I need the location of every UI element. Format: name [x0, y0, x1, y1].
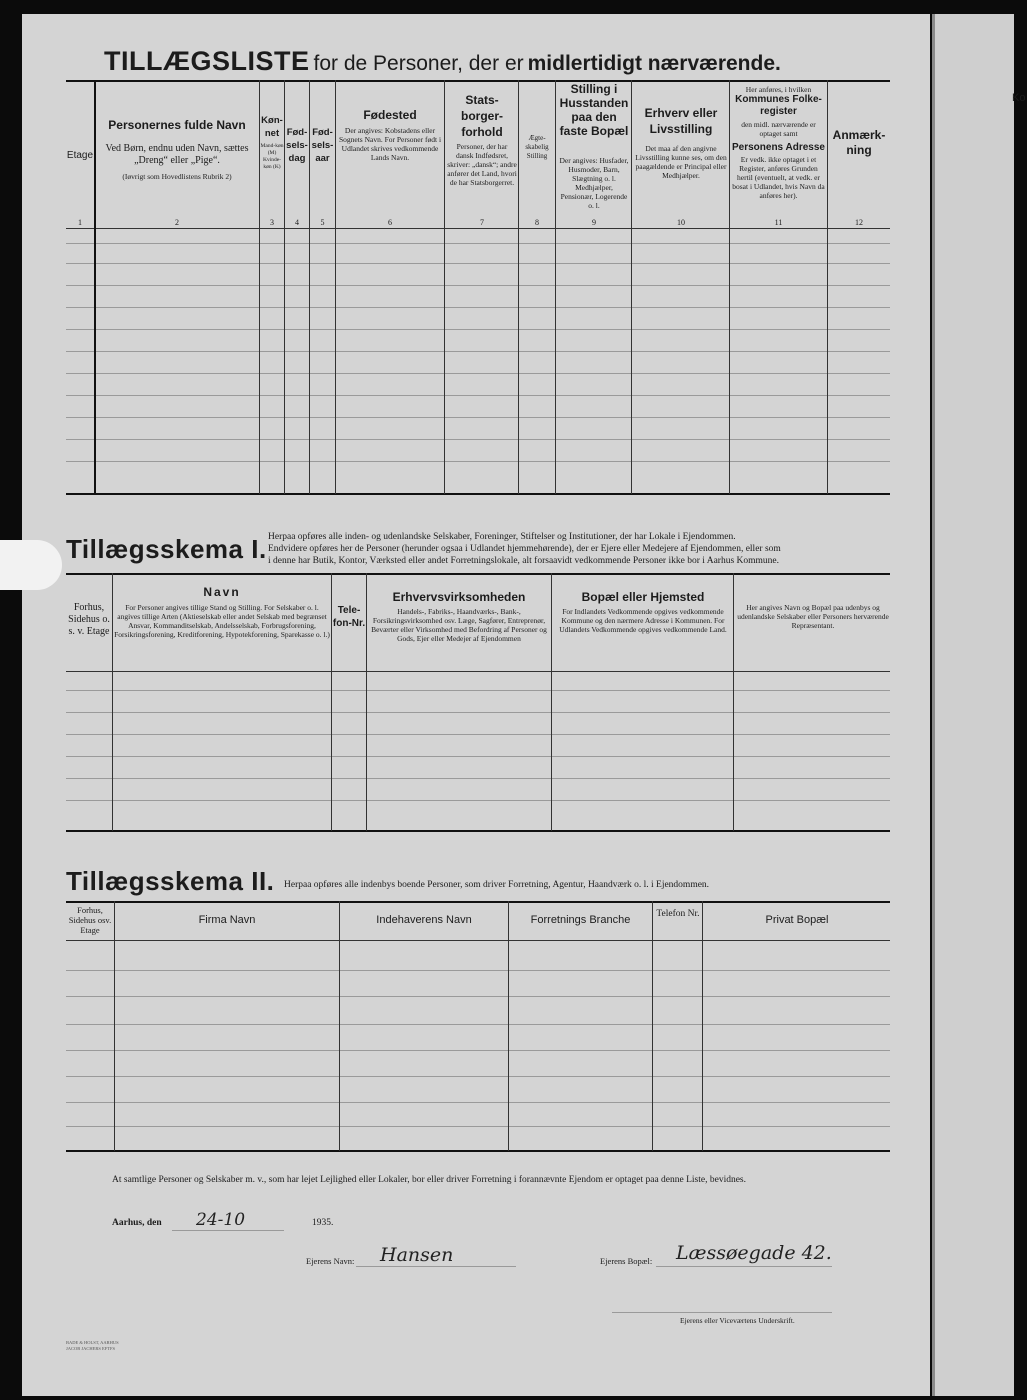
handwritten-owner-name: Hansen [380, 1244, 454, 1266]
owner-name-label: Ejerens Navn: [306, 1256, 355, 1266]
col-erhverv-note: Det maa af den angivne Livsstilling kunne ses, om den paagældende er Principal eller Medhjælper. [635, 144, 727, 180]
s1-col-navn-head: Navn [203, 585, 241, 599]
title-rest-1: for de Personer, der er [313, 52, 524, 75]
handwritten-date: 24-10 [196, 1210, 246, 1230]
col-stilling-note: Der angives: Husfader, Husmoder, Barn, Slægtning o. l. Medhjælper, Pensionær, Logerende o. l. [559, 156, 629, 210]
col-folkeregister-head: Kommunes Folke-register [735, 94, 822, 117]
skema2-title: Tillægsskema II. [66, 866, 275, 896]
printer-imprint: BADE & HOLST, AARHUS JACOB JACHERS EFTFS [66, 1340, 119, 1351]
col-num: 1 [78, 218, 82, 227]
s2-col-branche: Forretnings Branche [530, 914, 631, 926]
skema2-description: Herpaa opføres alle indenbys boende Personer, som driver Forretning, Agentur, Haandværk o. l. i Ejendommen. [284, 880, 710, 890]
col-foedselsaar-head: Fød-sels-aar [311, 127, 334, 164]
col-stilling-head: Stilling i Husstanden paa den faste Bopæl [559, 82, 629, 138]
col-num: 3 [270, 218, 274, 227]
col-num: 4 [295, 218, 299, 227]
s2-col-bopael: Privat Bopæl [765, 914, 829, 926]
col-statsborger-head: Stats-borger-forhold [461, 93, 503, 139]
skema1-description [268, 531, 898, 567]
col-num: 10 [677, 218, 685, 227]
col-foedested-head: Fødested [363, 108, 417, 122]
col-folkeregister-pre: Her anføres, i hvilken [745, 85, 812, 94]
s1-col-repr-note: Her angives Navn og Bopæl paa udenbys og udenlandske Selskaber eller Personers herværende Repræsentant. [737, 603, 889, 630]
col-name-head: Personernes fulde Navn [108, 118, 246, 132]
col-num: 11 [774, 218, 783, 227]
certification-statement: At samtlige Personer og Selskaber m. v., som har lejet Lejlighed eller Lokaler, bor eller driver Forretning i forannævnte Ejendom er optaget paa denne Liste, bevidnes. [112, 1175, 746, 1185]
col-num: 9 [592, 218, 596, 227]
s1-col-telefon: Tele-fon-Nr. [332, 605, 366, 629]
signature-label: Ejerens eller Viceværtens Underskrift. [680, 1316, 795, 1325]
s1-col-bopael-head: Bopæl eller Hjemsted [581, 590, 705, 604]
col-name-note2: (Iøvrigt som Hovedlistens Rubrik 2) [122, 172, 232, 181]
col-num: 7 [480, 218, 484, 227]
s1-col-erhverv-head: Erhvervsvirksomheden [392, 590, 526, 604]
col-num: 12 [855, 218, 863, 227]
col-adresse-head: Personens Adresse [731, 142, 825, 153]
s1-col-erhverv-note: Handels-, Fabriks-, Haandværks-, Bank-, Forsikringsvirksomhed osv. Læge, Sagfører, Entreprenør, Beværter eller Virksomhed med Befordring af Personer og Gods, Ejer eller Medejer af Ejendommen [371, 607, 547, 643]
col-etage-head: Etage [66, 150, 94, 161]
skema1-title: Tillægsskema I. [66, 534, 267, 564]
col-erhverv-head: Erhverv eller Livsstilling [644, 106, 718, 136]
paper-clip-shadow [0, 540, 62, 590]
city-date-label: Aarhus, den [112, 1218, 162, 1228]
s1-col-etage: Forhus, Sidehus o. s. v. Etage [68, 602, 110, 637]
skema1-desc-line: Herpaa opføres alle inden- og udenlandske Selskaber, Foreninger, Stiftelser og Institutioner, der har Lokale i Ejendommen. [268, 532, 736, 542]
skema1-desc-line: Endvidere opføres her de Personer (herunder ogsaa i Udlandet hjemmehørende), der er Ejere eller Medejere af Ejendommen, eller som [268, 544, 781, 554]
owner-address-label: Ejerens Bopæl: [600, 1256, 653, 1266]
col-folkeregister-mid: den midl. nærværende er optaget samt [741, 120, 816, 138]
adjacent-page-text: Ko [1012, 92, 1026, 104]
s2-col-etage: Forhus, Sidehus osv. Etage [68, 905, 112, 935]
s2-col-firma: Firma Navn [198, 914, 256, 926]
col-name-note: Ved Børn, endnu uden Navn, sættes „Dreng“ eller „Pige“. [105, 143, 249, 166]
col-aegteskab-head: Ægte-skabelig Stilling [525, 134, 549, 160]
title-main: TILLÆGSLISTE [104, 46, 310, 76]
s2-col-indehaver: Indehaverens Navn [376, 914, 472, 926]
page-title [104, 46, 781, 77]
col-foedested-note: Der angives: Kobstadens eller Sognets Navn. For Personer født i Udlandet skrives vedkommende Lands Navn. [338, 126, 442, 162]
s1-col-navn-note: For Personer angives tillige Stand og Stilling. For Selskaber o. l. angives tillige Arten (Aktieselskab eller andet Selskab med begrænset Ansvar, Kommanditselskab, Andelsselskab, Forbrugsforening, Forsikringsforening, Kreditforening, Hypotekforening, Sparekasse o. l.) [114, 603, 330, 639]
col-num: 2 [175, 218, 179, 227]
handwritten-owner-address: Læssøegade 42. [676, 1242, 832, 1264]
col-anmaerkning-head: Anmærk-ning [832, 128, 886, 157]
col-num: 6 [388, 218, 392, 227]
col-foedselsdag-head: Fød-sels-dag [286, 127, 308, 164]
skema1-desc-line: i denne har Butik, Kontor, Værksted eller andet Forretningslokale, alt forsaavidt vedkommende Personer ikke bor i Aarhus Kommune. [268, 556, 780, 566]
adjacent-page [932, 14, 1026, 1396]
col-koen-note: Mand-køn (M) Kvinde-køn (K) [260, 143, 284, 170]
col-koen-head: Køn-net [261, 115, 283, 139]
col-num: 5 [320, 218, 325, 227]
title-rest-2: midlertidigt nærværende. [527, 52, 781, 75]
col-adresse-note: Er vedk. ikke optaget i et Register, anføres Grunden hertil (eventuelt, at vedk. er bosat i Udlandet, hvis Navn da anføres her). [732, 155, 825, 200]
s1-col-bopael-note: For Indlandets Vedkommende opgives vedkommende Kommune og den nærmere Adresse i Kommunen. For Udlandets Vedkommende opgives vedkommende Land. [559, 607, 727, 634]
year-label: 1935. [312, 1218, 334, 1228]
col-statsborger-note: Personer, der har dansk Indfødsret, skriver: „dansk“; andre anfører det Land, hvori de har Statsborgerret. [447, 142, 517, 187]
col-num: 8 [535, 218, 539, 227]
s2-col-telefon: Telefon Nr. [656, 909, 700, 919]
